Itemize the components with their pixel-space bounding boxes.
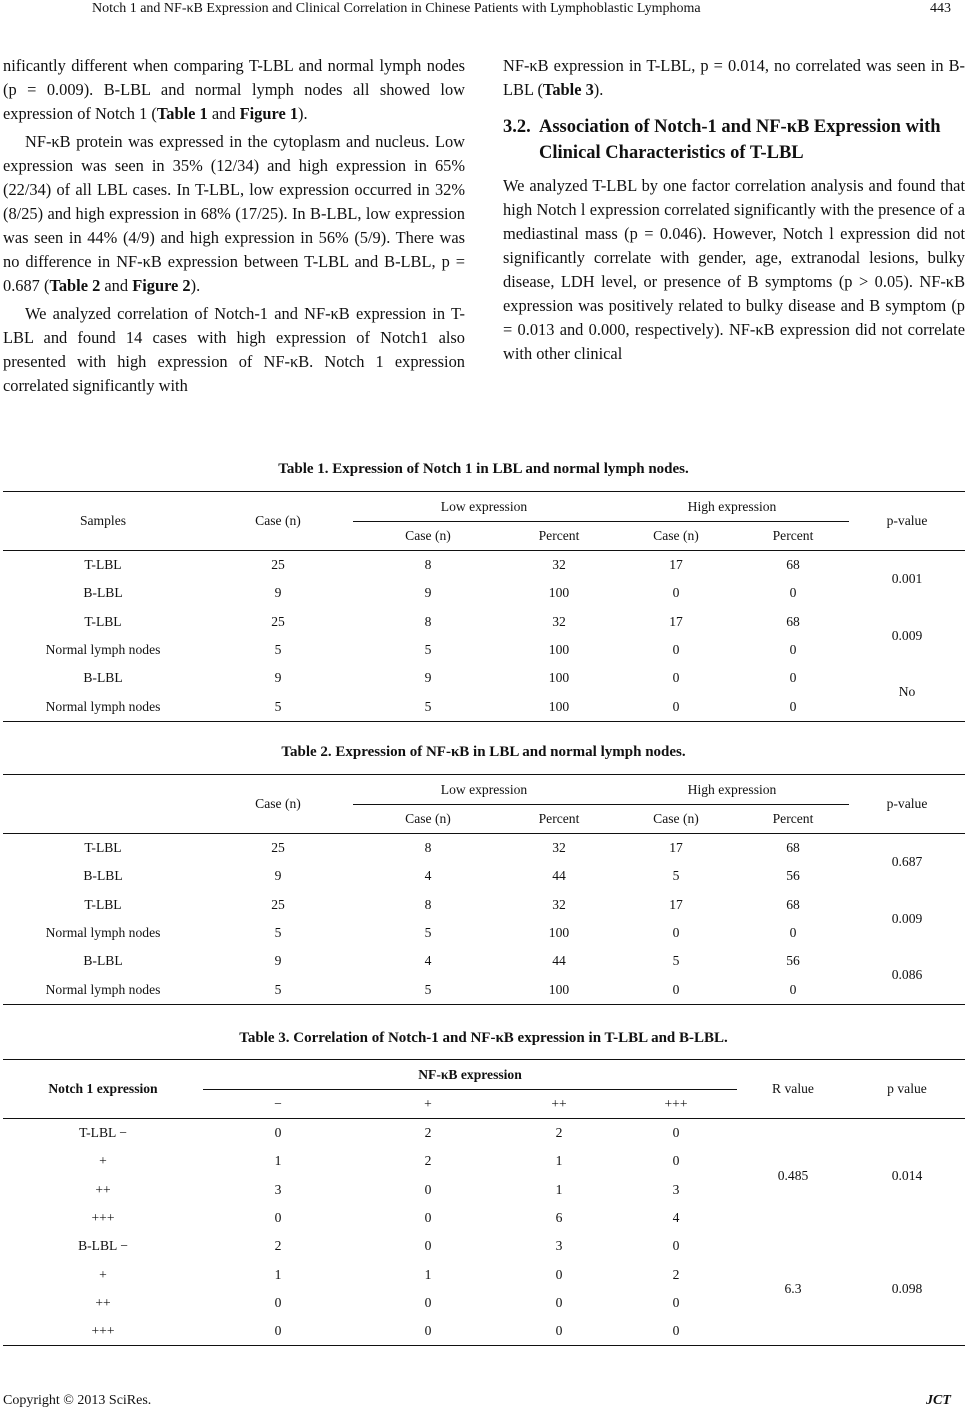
paragraph-text: nificantly different when comparing T-LBL and normal lymph nodes (p = 0.009). B-LBL and normal lymph nodes all showed low expression of Notch 1 ( [3, 56, 465, 123]
column-group-header: Low expression [353, 775, 615, 805]
paragraph-text: ). [593, 80, 604, 99]
running-head-title: Notch 1 and NF-κB Expression and Clinical Correlation in Chinese Patients with Lymphoblastic Lymphoma [92, 1, 701, 16]
cell: 100 [548, 981, 570, 997]
cell: 5 [424, 698, 432, 714]
table-reference[interactable]: Table 3 [542, 80, 594, 99]
cell: 0 [789, 698, 797, 714]
cell: 9 [424, 585, 432, 601]
cell: + [99, 1153, 107, 1169]
p-value-cell: 0.098 [849, 1232, 965, 1346]
cell: 25 [271, 557, 285, 573]
cell: 0 [274, 1323, 282, 1339]
table-1-caption: Table 1. Expression of Notch 1 in LBL and normal lymph nodes. [278, 461, 689, 477]
cell: 4 [672, 1210, 680, 1226]
cell: 0 [672, 1238, 680, 1254]
cell: 0 [672, 981, 680, 997]
cell: 0 [672, 670, 680, 686]
table-row [3, 947, 965, 975]
cell: 0 [789, 670, 797, 686]
cell: 1 [274, 1266, 282, 1282]
cell: 32 [552, 613, 566, 629]
p-value-cell: 0.009 [891, 910, 923, 926]
cell: 0 [672, 1294, 680, 1310]
column-header: Samples [3, 492, 203, 551]
cell: 1 [555, 1181, 563, 1197]
cell: 17 [669, 557, 683, 573]
paragraph-text: NF-κB protein was expressed in the cytoplasm and nucleus. Low expression was seen in 35% (12/34) and high expression in 65% (22/34) of all LBL cases. In T-LBL, low expression occurred in 32% (8/25) and high expression in 68% (17/25). In B-LBL, low expression was seen in 44% (4/9) and high expression in 56% (5/9). There was no difference in NF-κB expression between T-LBL and B-LBL, p = 0.687 ( [3, 132, 465, 295]
cell: 1 [274, 1153, 282, 1169]
table-3 [3, 1059, 965, 1346]
cell: 1 [555, 1153, 563, 1169]
figure-reference[interactable]: Figure 2 [132, 276, 191, 295]
cell: 3 [274, 1181, 282, 1197]
cell: 0 [555, 1266, 563, 1282]
column-header: Case (n) [405, 528, 451, 543]
cell: 5 [672, 868, 680, 884]
cell: 5 [672, 953, 680, 969]
cell: 100 [548, 698, 570, 714]
table-3-caption: Table 3. Correlation of Notch-1 and NF-κB expression in T-LBL and B-LBL. [239, 1030, 728, 1046]
cell: 100 [548, 670, 570, 686]
cell: 2 [555, 1125, 563, 1141]
column-header: Percent [772, 811, 814, 826]
left-column [3, 54, 465, 398]
column-header: Case (n) [203, 775, 353, 834]
right-column [503, 54, 965, 366]
cell: 9 [274, 953, 282, 969]
cell: 0 [672, 1125, 680, 1141]
cell: 32 [552, 896, 566, 912]
cell: 17 [669, 896, 683, 912]
column-header: +++ [664, 1096, 688, 1111]
cell: 0 [789, 642, 797, 658]
r-value-cell: 0.485 [777, 1167, 809, 1183]
cell: 2 [672, 1266, 680, 1282]
cell: 5 [424, 981, 432, 997]
cell: 32 [552, 557, 566, 573]
column-group-header: Low expression [353, 492, 615, 522]
column-header: − [274, 1096, 282, 1111]
cell: 25 [271, 896, 285, 912]
cell: ++ [95, 1294, 111, 1310]
cell: 8 [424, 613, 432, 629]
cell: T-LBL [84, 896, 122, 912]
cell: B-LBL [83, 953, 123, 969]
cell: 9 [274, 670, 282, 686]
cell: B-LBL − [78, 1238, 128, 1254]
cell: 2 [424, 1125, 432, 1141]
cell: 4 [424, 868, 432, 884]
cell: 0 [789, 585, 797, 601]
p-value-cell: 0.086 [849, 947, 965, 1004]
column-header: R value [737, 1060, 849, 1119]
figure-reference[interactable]: Figure 1 [239, 104, 299, 123]
p-value-cell: 0.001 [891, 571, 923, 587]
table-1 [3, 491, 965, 722]
cell: 5 [424, 642, 432, 658]
cell: 0 [424, 1210, 432, 1226]
table-row [3, 834, 965, 863]
table-row [3, 664, 965, 692]
cell: 9 [424, 670, 432, 686]
cell: 0 [672, 1153, 680, 1169]
cell: 44 [552, 953, 566, 969]
section-heading [503, 114, 965, 166]
cell: T-LBL [84, 613, 122, 629]
column-header: p-value [849, 492, 965, 551]
section-number: 3.2. [503, 117, 531, 137]
cell: 32 [552, 840, 566, 856]
cell: ++ [95, 1181, 111, 1197]
paragraph [3, 130, 465, 298]
cell: 44 [552, 868, 566, 884]
cell: 0 [424, 1323, 432, 1339]
cell: B-LBL [83, 585, 123, 601]
column-group-header: High expression [615, 492, 849, 522]
column-group-header: NF-κB expression [203, 1060, 737, 1090]
cell: B-LBL [83, 670, 123, 686]
cell: 3 [555, 1238, 563, 1254]
cell: 0 [424, 1294, 432, 1310]
cell: 25 [271, 613, 285, 629]
column-header: Case (n) [405, 811, 451, 826]
cell: +++ [91, 1323, 115, 1339]
cell: 0 [672, 698, 680, 714]
table-row [3, 862, 965, 890]
table-row [3, 975, 965, 1004]
cell: 17 [669, 613, 683, 629]
column-header: + [424, 1096, 432, 1111]
table-row [3, 608, 965, 636]
cell: 100 [548, 585, 570, 601]
p-value-cell: 0.687 [891, 854, 923, 870]
table-reference[interactable]: Table 1 [156, 104, 208, 123]
table-reference[interactable]: Table 2 [49, 276, 101, 295]
cell: 0 [672, 642, 680, 658]
cell: 17 [669, 840, 683, 856]
cell: +++ [91, 1210, 115, 1226]
r-value-cell: 6.3 [737, 1232, 849, 1346]
column-header: ++ [551, 1096, 567, 1111]
table-row [3, 919, 965, 947]
paragraph-text: ). [190, 276, 201, 295]
cell: 5 [274, 925, 282, 941]
p-value-cell: No [849, 664, 965, 721]
cell: T-LBL − [79, 1125, 127, 1141]
page-number: 443 [930, 1, 951, 16]
paragraph: We analyzed correlation of Notch-1 and NF-κB expression in T-LBL and found 14 cases with high expression of Notch1 also presented with high expression of NF-κB. Notch 1 expression correlated significantly with [3, 304, 465, 395]
cell: 0 [555, 1323, 563, 1339]
paragraph-text: and [100, 276, 133, 295]
cell: T-LBL [84, 840, 122, 856]
cell: 8 [424, 896, 432, 912]
cell: 2 [274, 1238, 282, 1254]
cell: 3 [672, 1181, 680, 1197]
cell: B-LBL [83, 868, 123, 884]
column-group-header: High expression [615, 775, 849, 805]
section-title: Association of Notch-1 and NF-κB Expression with Clinical Characteristics of T-LBL [539, 117, 941, 163]
cell: 0 [555, 1294, 563, 1310]
column-header: Case (n) [653, 811, 699, 826]
column-header: Percent [538, 528, 580, 543]
cell: T-LBL [84, 557, 122, 573]
table-row [3, 579, 965, 607]
cell: 5 [274, 642, 282, 658]
table-row [3, 1232, 965, 1260]
copyright-notice: Copyright © 2013 SciRes. [3, 1393, 152, 1408]
cell: 8 [424, 840, 432, 856]
cell: 9 [274, 585, 282, 601]
column-header: Percent [772, 528, 814, 543]
cell: 68 [786, 557, 800, 573]
cell: 68 [786, 840, 800, 856]
table-row [3, 551, 965, 580]
cell: 5 [274, 981, 282, 997]
cell: 68 [786, 896, 800, 912]
column-header: Case (n) [203, 492, 353, 551]
cell: 4 [424, 953, 432, 969]
column-header: p-value [849, 775, 965, 834]
paragraph-text: ). [298, 104, 308, 123]
cell: Normal lymph nodes [45, 925, 161, 941]
cell: 0 [789, 981, 797, 997]
cell: 9 [274, 868, 282, 884]
cell: 100 [548, 925, 570, 941]
cell: 5 [424, 925, 432, 941]
cell: Normal lymph nodes [45, 981, 161, 997]
cell: 0 [672, 585, 680, 601]
column-header: Case (n) [653, 528, 699, 543]
cell: 0 [672, 1323, 680, 1339]
cell: 0 [424, 1238, 432, 1254]
paragraph [503, 54, 965, 102]
cell: Normal lymph nodes [45, 698, 161, 714]
cell: 5 [274, 698, 282, 714]
cell: 68 [786, 613, 800, 629]
running-head [0, 0, 967, 22]
p-value-cell: 0.014 [891, 1167, 923, 1183]
cell: 8 [424, 557, 432, 573]
paragraph-text: NF-κB expression in T-LBL, p = 0.014, no correlated was seen in B-LBL ( [503, 56, 965, 99]
cell: + [99, 1266, 107, 1282]
cell: 100 [548, 642, 570, 658]
journal-abbreviation: JCT [926, 1393, 951, 1408]
cell: 25 [271, 840, 285, 856]
cell: 0 [789, 925, 797, 941]
column-header: Percent [538, 811, 580, 826]
table-row [3, 636, 965, 664]
cell: 6 [555, 1210, 563, 1226]
cell: 0 [424, 1181, 432, 1197]
cell: 0 [274, 1210, 282, 1226]
table-row [3, 692, 965, 721]
p-value-cell: 0.009 [891, 627, 923, 643]
column-header: p value [849, 1060, 965, 1119]
cell: Normal lymph nodes [45, 642, 161, 658]
table-row [3, 891, 965, 919]
cell: 1 [424, 1266, 432, 1282]
table-2 [3, 774, 965, 1005]
cell: 56 [786, 953, 800, 969]
table-row [3, 1119, 965, 1148]
cell: 0 [274, 1294, 282, 1310]
paragraph: We analyzed T-LBL by one factor correlation analysis and found that high Notch l expression correlated significantly with the presence of a mediastinal mass (p = 0.046). However, Notch l expression did not significantly correlate with gender, age, extranodal lesions, bulky disease, LDH level, or presence of B symptoms (p > 0.05). NF-κB expression was positively related to bulky disease and B symptom (p = 0.013 and 0.000, respectively). NF-κB expression did not correlate with other clinical [503, 176, 965, 363]
cell: 0 [672, 925, 680, 941]
cell: 2 [424, 1153, 432, 1169]
paragraph-text: and [207, 104, 240, 123]
cell: 0 [274, 1125, 282, 1141]
cell: 56 [786, 868, 800, 884]
column-header: Notch 1 expression [3, 1060, 203, 1119]
table-2-caption: Table 2. Expression of NF-κB in LBL and normal lymph nodes. [281, 744, 686, 760]
column-header-empty [3, 775, 203, 834]
paragraph [3, 54, 465, 126]
